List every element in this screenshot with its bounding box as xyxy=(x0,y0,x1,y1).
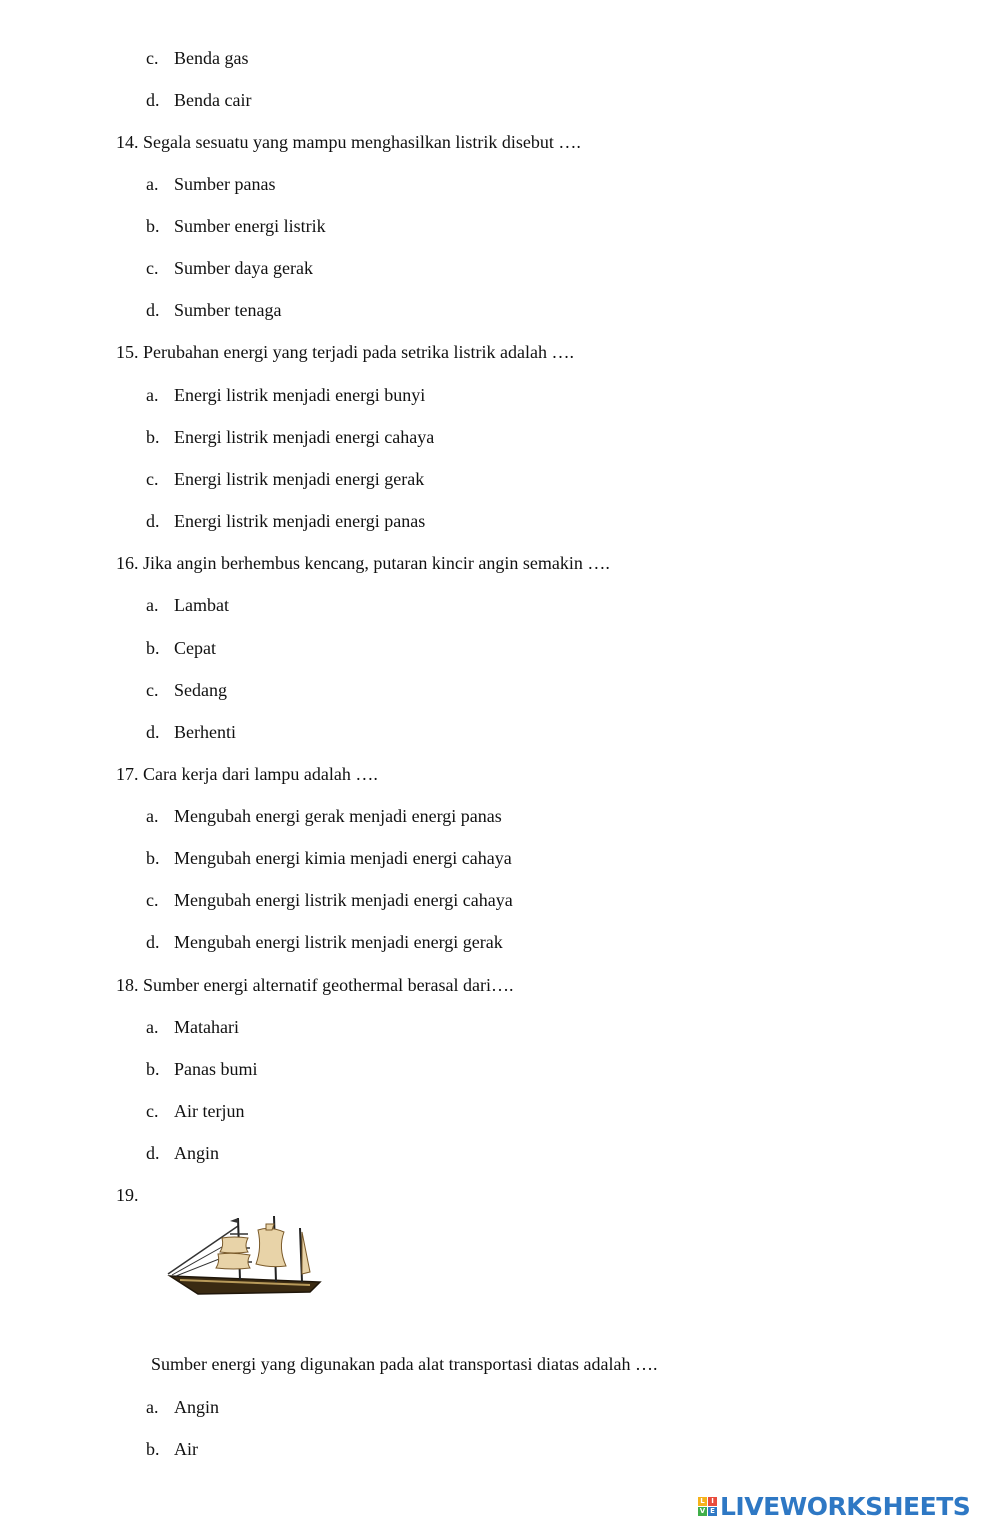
option-letter: d. xyxy=(146,722,160,742)
option-letter: d. xyxy=(146,932,160,952)
option-letter: b. xyxy=(146,216,160,236)
option-text: Panas bumi xyxy=(174,1059,258,1079)
option-letter: b. xyxy=(146,1059,160,1079)
option-text: Mengubah energi kimia menjadi energi cahaya xyxy=(174,848,512,868)
answer-option xyxy=(146,173,275,195)
answer-option xyxy=(146,1100,244,1122)
option-text: Matahari xyxy=(174,1017,239,1037)
question-19-intro: Sumber energi yang digunakan pada alat transportasi diatas adalah …. xyxy=(151,1354,658,1374)
option-letter: c. xyxy=(146,890,159,910)
answer-option xyxy=(146,510,425,532)
option-text: Benda gas xyxy=(174,48,249,68)
option-text: Berhenti xyxy=(174,722,236,742)
answer-option xyxy=(146,1438,198,1460)
option-text: Angin xyxy=(174,1397,219,1417)
option-letter: c. xyxy=(146,680,159,700)
option-text: Lambat xyxy=(174,595,229,615)
option-letter: b. xyxy=(146,1439,160,1459)
logo-mark-square: I xyxy=(708,1497,717,1506)
answer-option xyxy=(146,384,425,406)
option-text: Energi listrik menjadi energi gerak xyxy=(174,469,425,489)
answer-option xyxy=(146,889,513,911)
question-text: 14. Segala sesuatu yang mampu menghasilkan listrik disebut …. xyxy=(116,132,581,152)
answer-option xyxy=(146,299,281,321)
option-letter: d. xyxy=(146,511,160,531)
option-letter: c. xyxy=(146,469,159,489)
question-text: 17. Cara kerja dari lampu adalah …. xyxy=(116,764,378,784)
option-letter: c. xyxy=(146,258,159,278)
option-letter: d. xyxy=(146,1143,160,1163)
answer-option xyxy=(146,426,434,448)
answer-option xyxy=(146,721,236,743)
option-letter: a. xyxy=(146,806,159,826)
option-letter: c. xyxy=(146,48,159,68)
option-text: Angin xyxy=(174,1143,219,1163)
answer-option xyxy=(146,47,248,69)
answer-option xyxy=(146,468,424,490)
question-text: 18. Sumber energi alternatif geothermal berasal dari…. xyxy=(116,975,514,995)
option-letter: a. xyxy=(146,385,159,405)
answer-option xyxy=(146,931,503,953)
option-letter: b. xyxy=(146,427,160,447)
answer-option xyxy=(146,257,313,279)
option-letter: b. xyxy=(146,638,160,658)
answer-option xyxy=(146,89,251,111)
logo-mark-square: V xyxy=(699,1506,706,1515)
answer-option xyxy=(146,594,229,616)
answer-option xyxy=(146,215,326,237)
option-text: Energi listrik menjadi energi panas xyxy=(174,511,426,531)
answer-option xyxy=(146,805,502,827)
option-text: Mengubah energi gerak menjadi energi panas xyxy=(174,806,502,826)
option-text: Sumber energi listrik xyxy=(174,216,326,236)
answer-option xyxy=(146,1058,258,1080)
option-letter: d. xyxy=(146,300,160,320)
question-text: 19. xyxy=(116,1185,139,1205)
option-letter: a. xyxy=(146,595,159,615)
option-text: Air xyxy=(174,1439,198,1459)
question-text: 16. Jika angin berhembus kencang, putaran kincir angin semakin …. xyxy=(116,553,610,573)
option-text: Benda cair xyxy=(174,90,252,110)
option-letter: a. xyxy=(146,1397,159,1417)
option-text: Cepat xyxy=(174,638,216,658)
option-text: Air terjun xyxy=(174,1101,245,1121)
option-text: Sedang xyxy=(174,680,227,700)
option-text: Sumber tenaga xyxy=(174,300,282,320)
option-letter: a. xyxy=(146,1017,159,1037)
answer-option xyxy=(146,1396,219,1418)
option-text: Sumber daya gerak xyxy=(174,258,313,278)
option-text: Sumber panas xyxy=(174,174,276,194)
answer-option xyxy=(146,1016,239,1038)
answer-option xyxy=(146,637,216,659)
liveworksheets-wordmark: LIVEWORKSHEETS xyxy=(720,1491,971,1521)
answer-option xyxy=(146,847,512,869)
sailing-ship-icon xyxy=(160,1208,330,1318)
option-letter: b. xyxy=(146,848,160,868)
liveworksheets-mark xyxy=(698,1497,717,1516)
logo-mark-square: L xyxy=(698,1497,707,1506)
question-text: 15. Perubahan energi yang terjadi pada setrika listrik adalah …. xyxy=(116,342,575,362)
option-text: Energi listrik menjadi energi bunyi xyxy=(174,385,426,405)
logo-mark-square: E xyxy=(708,1507,717,1516)
option-text: Mengubah energi listrik menjadi energi gerak xyxy=(174,932,503,952)
option-text: Energi listrik menjadi energi cahaya xyxy=(174,427,435,447)
option-text: Mengubah energi listrik menjadi energi cahaya xyxy=(174,890,513,910)
liveworksheets-logo xyxy=(698,1490,970,1522)
answer-option xyxy=(146,1142,219,1164)
option-letter: a. xyxy=(146,174,159,194)
option-letter: d. xyxy=(146,90,160,110)
option-letter: c. xyxy=(146,1101,159,1121)
answer-option xyxy=(146,679,227,701)
